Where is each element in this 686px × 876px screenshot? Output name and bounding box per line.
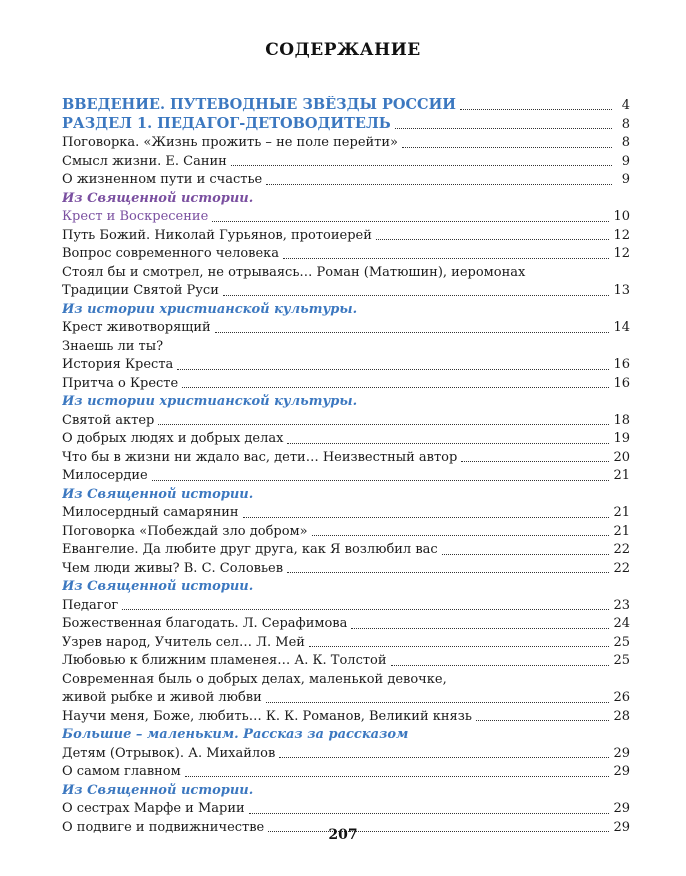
toc-page-number: 13	[613, 283, 630, 298]
dot-leader	[231, 165, 612, 166]
toc-entry-title: Знаешь ли ты?	[62, 338, 164, 354]
toc-entry	[62, 153, 630, 172]
toc-subheading	[62, 393, 630, 412]
dot-leader	[152, 480, 610, 481]
toc-entry-title: Милосердный самарянин	[62, 505, 239, 520]
toc-page-number: 8	[621, 135, 630, 150]
dot-leader	[158, 424, 609, 425]
toc-entry	[62, 800, 630, 819]
toc-entry-title: Детям (Отрывок). А. Михайлов	[62, 745, 276, 761]
dot-leader	[461, 461, 609, 462]
toc-subheading	[62, 301, 630, 320]
page-number: 207	[328, 827, 358, 843]
toc-entry	[62, 541, 630, 560]
toc-entry-title: Научи меня, Боже, любить… К. К. Романов, Великий князь	[62, 708, 472, 724]
toc-entry-continued	[62, 264, 630, 283]
dot-leader	[243, 517, 610, 518]
toc-entry-title: Смысл жизни. Е. Санин	[62, 153, 227, 169]
toc-page-number: 8	[621, 117, 630, 132]
toc-page-number: 23	[613, 597, 630, 613]
toc-page-number: 10	[613, 209, 630, 224]
toc-entry-title: Поговорка «Побеждай зло добром»	[62, 523, 308, 539]
toc-entry	[62, 615, 630, 634]
toc-page-number: 21	[613, 505, 630, 520]
toc-page-number: 22	[613, 560, 630, 576]
toc-page-number: 12	[613, 227, 630, 243]
toc-subheading	[62, 190, 630, 209]
toc-entry	[62, 356, 630, 375]
toc-entry-title: О сестрах Марфе и Марии	[62, 801, 245, 816]
toc-page-number: 29	[613, 764, 630, 779]
dot-leader	[266, 702, 610, 703]
toc-entry	[62, 597, 630, 616]
dot-leader	[182, 387, 609, 388]
toc-entry	[62, 652, 630, 671]
toc-entry-title: Притча о Кресте	[62, 375, 179, 391]
toc-entry	[62, 430, 630, 449]
toc-page-number: 21	[613, 523, 630, 539]
toc-entry	[62, 227, 630, 246]
toc-page-number: 29	[613, 819, 630, 835]
toc-entry	[62, 523, 630, 542]
dot-leader	[312, 535, 610, 536]
toc-entry-title: Из Священной истории.	[62, 579, 254, 594]
toc-subheading	[62, 486, 630, 505]
toc-entry	[62, 412, 630, 431]
dot-leader	[249, 813, 610, 814]
toc-entry	[62, 504, 630, 523]
toc-entry-title: Что бы в жизни ни ждало вас, дети… Неизвестный автор	[62, 449, 458, 465]
toc-entry-title: Любовью к ближним пламенея… А. К. Толстой	[62, 653, 387, 668]
dot-leader	[212, 221, 609, 222]
toc-entry-title: РАЗДЕЛ 1. ПЕДАГОГ-ДЕТОВОДИТЕЛЬ	[62, 115, 391, 132]
dot-leader	[287, 572, 609, 573]
toc-section	[62, 96, 630, 115]
toc-subheading	[62, 726, 630, 745]
toc-entry-title: Милосердие	[62, 468, 148, 483]
toc-entry-title: Крест животворящий	[62, 320, 211, 335]
dot-leader	[283, 258, 609, 259]
toc-entry	[62, 689, 630, 708]
dot-leader	[223, 295, 610, 296]
toc-entry-title: Чем люди живы? В. С. Соловьев	[62, 560, 284, 576]
toc-page-number: 24	[613, 616, 630, 631]
toc-page-number: 12	[613, 246, 630, 261]
toc-page-number: 29	[613, 801, 630, 816]
dot-leader	[376, 239, 610, 240]
toc-entry-title: Стоял бы и смотрел, не отрываясь… Роман (Матюшин), иеромонах	[62, 264, 526, 280]
toc-entry	[62, 375, 630, 394]
toc-page-number: 16	[613, 375, 630, 391]
toc-page-number: 26	[613, 690, 630, 705]
toc-entry-title: Из истории христианской культуры.	[62, 301, 358, 317]
toc-entry-title: О жизненном пути и счастье	[62, 172, 263, 187]
table-of-contents	[62, 96, 630, 837]
toc-entry-title: Путь Божий. Николай Гурьянов, протоиерей	[62, 227, 372, 243]
toc-entry-title: Современная быль о добрых делах, маленькой девочке,	[62, 671, 447, 687]
toc-entry	[62, 171, 630, 190]
toc-entry-title: ВВЕДЕНИЕ. ПУТЕВОДНЫЕ ЗВЁЗДЫ РОССИИ	[62, 96, 456, 113]
toc-entry	[62, 282, 630, 301]
toc-entry-title: Из истории христианской культуры.	[62, 394, 358, 409]
toc-entry-title: Евангелие. Да любите друг друга, как Я возлюбил вас	[62, 542, 438, 557]
toc-entry-continued	[62, 338, 630, 357]
toc-entry-title: Из Священной истории.	[62, 782, 254, 798]
toc-entry-title: Поговорка. «Жизнь прожить – не поле перейти»	[62, 135, 398, 150]
toc-entry-title: Педагог	[62, 597, 119, 613]
dot-leader	[177, 369, 609, 370]
dot-leader	[460, 109, 612, 110]
toc-entry	[62, 245, 630, 264]
dot-leader	[442, 554, 610, 555]
toc-page-number: 18	[613, 412, 630, 428]
toc-entry	[62, 449, 630, 468]
toc-subheading	[62, 578, 630, 597]
toc-entry-title: Из Священной истории.	[62, 486, 254, 502]
toc-page-number: 22	[613, 542, 630, 557]
toc-entry-title: Вопрос современного человека	[62, 246, 280, 261]
toc-page-number: 25	[613, 634, 630, 650]
toc-entry	[62, 134, 630, 153]
dot-leader	[476, 720, 610, 721]
dot-leader	[266, 184, 612, 185]
dot-leader	[279, 757, 609, 758]
toc-entry-title: О самом главном	[62, 764, 181, 779]
toc-entry	[62, 763, 630, 782]
toc-entry-title: Божественная благодать. Л. Серафимова	[62, 616, 348, 631]
toc-entry-title: Крест и Воскресение	[62, 209, 209, 224]
dot-leader	[309, 646, 610, 647]
dot-leader	[185, 776, 610, 777]
toc-entry	[62, 634, 630, 653]
dot-leader	[402, 147, 612, 148]
toc-entry-title: История Креста	[62, 357, 174, 372]
toc-page-number: 14	[613, 320, 630, 335]
toc-entry-title: Из Священной истории.	[62, 190, 254, 206]
dot-leader	[122, 609, 609, 610]
toc-entry	[62, 560, 630, 579]
toc-entry-continued	[62, 671, 630, 690]
dot-leader	[395, 128, 612, 129]
toc-entry-title: Большие – маленьким. Рассказ за рассказом	[62, 727, 409, 742]
toc-entry-title: Святой актер	[62, 412, 155, 428]
toc-page-number: 9	[621, 153, 630, 169]
toc-section	[62, 115, 630, 134]
toc-entry	[62, 208, 630, 227]
dot-leader	[391, 665, 610, 666]
toc-entry-title: живой рыбке и живой любви	[62, 690, 262, 705]
toc-entry-title: Традиции Святой Руси	[62, 283, 219, 298]
dot-leader	[215, 332, 610, 333]
toc-page-number: 16	[613, 357, 630, 372]
toc-page-number: 25	[613, 653, 630, 668]
toc-page-number: 4	[621, 98, 630, 113]
toc-subheading	[62, 782, 630, 801]
toc-entry	[62, 467, 630, 486]
toc-entry-title: О подвиге и подвижничестве	[62, 819, 265, 835]
toc-page-number: 28	[613, 708, 630, 724]
toc-entry	[62, 708, 630, 727]
toc-page-number: 29	[613, 745, 630, 761]
dot-leader	[351, 628, 609, 629]
page-title: СОДЕРЖАНИЕ	[265, 40, 421, 60]
toc-entry	[62, 319, 630, 338]
toc-entry	[62, 745, 630, 764]
toc-entry-title: Узрев народ, Учитель сел… Л. Мей	[62, 634, 305, 650]
dot-leader	[287, 443, 609, 444]
toc-page-number: 9	[621, 172, 630, 187]
toc-page-number: 21	[613, 468, 630, 483]
toc-page-number: 19	[613, 431, 630, 446]
toc-entry-title: О добрых людях и добрых делах	[62, 431, 284, 446]
toc-page-number: 20	[613, 449, 630, 465]
